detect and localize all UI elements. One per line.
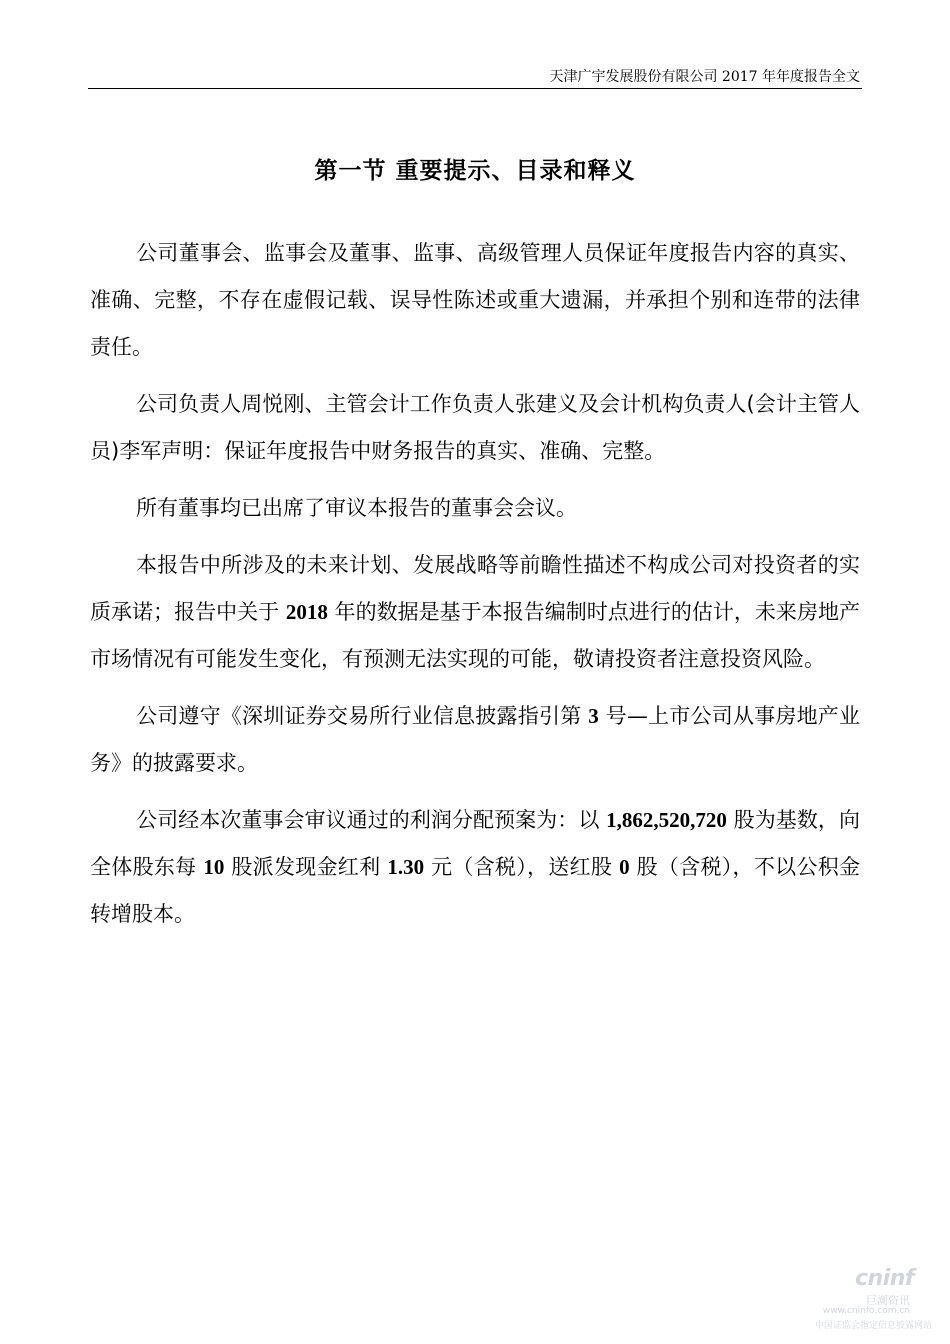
paragraph-text: 本报告中所涉及的未来计划、发展战略等前瞻性描述不构成公司对投资者的实质承诺；报告中关于 — [90, 553, 860, 624]
per-shares-value: 10 — [203, 855, 225, 879]
paragraph-disclosure-guideline — [90, 693, 860, 787]
paragraph-responsibility — [90, 230, 860, 371]
running-header: 天津广宇发展股份有限公司 2017 年年度报告全文 — [549, 69, 860, 85]
paragraph-text: 号—上市公司从事房地产业务》的披露要求。 — [90, 704, 860, 775]
paragraph-text: 元（含税），送红股 — [424, 855, 620, 879]
header-divider — [88, 88, 862, 89]
paragraph-forward-looking — [90, 542, 860, 683]
share-base-value: 1,862,520,720 — [606, 808, 727, 832]
document-body — [90, 230, 860, 948]
paragraph-text: 股为基数，向全体股东每 — [90, 808, 860, 879]
section-title: 第一节 重要提示、目录和释义 — [314, 158, 636, 184]
paragraph-text: 公司经本次董事会审议通过的利润分配预案为：以 — [136, 808, 607, 832]
paragraph-financial-statement — [90, 381, 860, 475]
watermark-tagline: 中国证监会指定信息披露网站 — [814, 1321, 932, 1331]
cash-dividend-value: 1.30 — [387, 855, 425, 879]
paragraph-text: 公司遵守《深圳证券交易所行业信息披露指引第 — [136, 704, 589, 728]
watermark-logo: cninf — [855, 1266, 914, 1291]
guideline-number: 3 — [588, 704, 599, 728]
paragraph-profit-distribution — [90, 797, 860, 938]
cninfo-watermark — [814, 1266, 932, 1336]
paragraph-text: 股派发现金红利 — [224, 855, 388, 879]
watermark-subtitle: 巨潮资讯 — [866, 1294, 910, 1307]
paragraph-attendance — [90, 485, 860, 532]
watermark-url: www.cninfo.com.cn — [822, 1306, 910, 1316]
paragraph-text: 年的数据是基于本报告编制时点进行的估计，未来房地产市场情况有可能发生变化，有预测无法实现的可能，敬请投资者注意投资风险。 — [90, 600, 860, 671]
paragraph-text: 股（含税），不以公积金转增股本。 — [90, 855, 860, 926]
paragraph-text: 公司负责人周悦刚、主管会计工作负责人张建义及会计机构负责人(会计主管人员)李军声明：保证年度报告中财务报告的真实、准确、完整。 — [90, 392, 860, 463]
paragraph-text: 公司董事会、监事会及董事、监事、高级管理人员保证年度报告内容的真实、准确、完整，不存在虚假记载、误导性陈述或重大遗漏，并承担个别和连带的法律责任。 — [90, 241, 860, 359]
bonus-shares-value: 0 — [619, 855, 630, 879]
paragraph-text: 所有董事均已出席了审议本报告的董事会会议。 — [136, 496, 577, 520]
year-value: 2018 — [285, 600, 328, 624]
